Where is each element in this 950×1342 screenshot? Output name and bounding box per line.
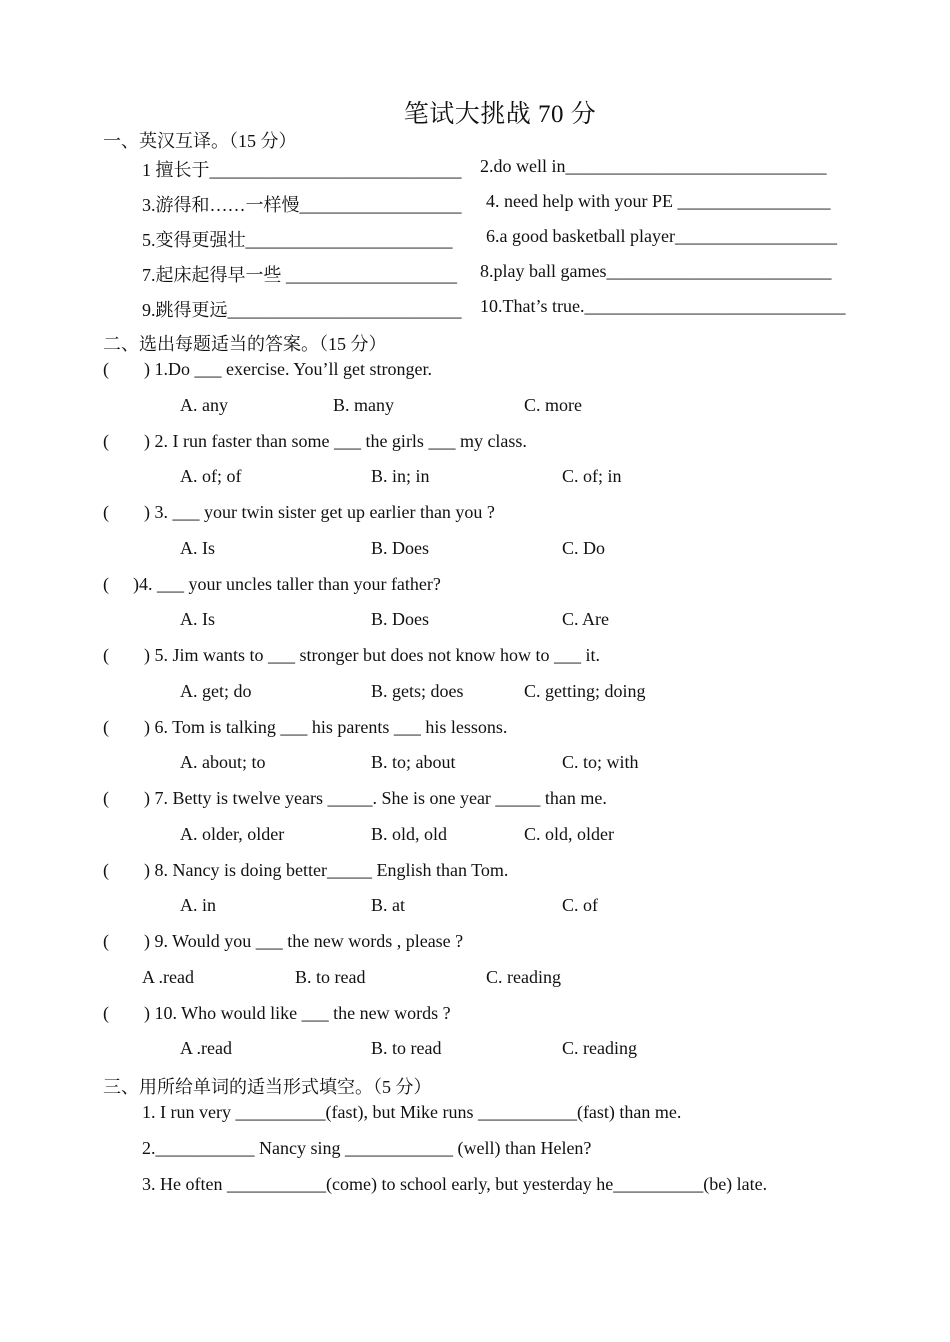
question-stem: 5. Jim wants to ___ stronger but does not know how to ___ it. bbox=[154, 645, 600, 665]
question-stem: 10. Who would like ___ the new words ? bbox=[154, 1003, 451, 1023]
option-c: C. reading bbox=[562, 1038, 637, 1058]
answer-paren-open: ( bbox=[103, 431, 109, 451]
translation-item-2: 2.do well in_____________________________ bbox=[480, 156, 827, 176]
answer-paren-open: ( bbox=[103, 860, 109, 880]
question-10 bbox=[103, 1003, 451, 1024]
question-4 bbox=[103, 574, 441, 595]
question-7 bbox=[103, 788, 607, 809]
option-a: A. of; of bbox=[180, 466, 242, 486]
answer-paren-open: ( bbox=[103, 931, 109, 951]
answer-paren-close: ) bbox=[144, 788, 150, 808]
option-c: C. old, older bbox=[524, 824, 614, 844]
fill-blank-item-1: 1. I run very __________(fast), but Mike runs ___________(fast) than me. bbox=[142, 1102, 682, 1122]
question-3 bbox=[103, 502, 495, 523]
page-title: 笔试大挑战 70 分 bbox=[403, 101, 597, 128]
option-a: A. get; do bbox=[180, 681, 252, 701]
answer-paren-close: ) bbox=[144, 359, 150, 379]
option-b: B. to read bbox=[371, 1038, 442, 1058]
answer-paren-close: ) bbox=[144, 431, 150, 451]
answer-paren-close: ) bbox=[144, 931, 150, 951]
option-a: A. any bbox=[180, 395, 228, 415]
fill-blank-item-2: 2.___________ Nancy sing ____________ (well) than Helen? bbox=[142, 1138, 592, 1158]
translation-item-8: 8.play ball games_________________________ bbox=[480, 261, 832, 281]
answer-paren-close: ) bbox=[144, 860, 150, 880]
answer-paren-open: ( bbox=[103, 788, 109, 808]
answer-paren-open: ( bbox=[103, 717, 109, 737]
translation-item-5: 5.变得更强壮_______________________ bbox=[142, 230, 453, 250]
question-stem: 4. ___ your uncles taller than your father? bbox=[139, 574, 441, 594]
option-c: C. Are bbox=[562, 609, 609, 629]
option-c: C. reading bbox=[486, 967, 561, 987]
option-c: C. of bbox=[562, 895, 598, 915]
question-5 bbox=[103, 645, 600, 666]
option-c: C. more bbox=[524, 395, 582, 415]
option-a: A. older, older bbox=[180, 824, 285, 844]
option-c: C. Do bbox=[562, 538, 606, 558]
question-stem: 8. Nancy is doing better_____ English than Tom. bbox=[154, 860, 509, 880]
answer-paren-open: ( bbox=[103, 645, 109, 665]
translation-item-7: 7.起床起得早一些 ___________________ bbox=[142, 265, 457, 285]
option-b: B. Does bbox=[371, 538, 429, 558]
option-c: C. to; with bbox=[562, 752, 639, 772]
answer-paren-open: ( bbox=[103, 1003, 109, 1023]
section-2-heading: 二、选出每题适当的答案。（15 分） bbox=[103, 334, 387, 354]
answer-paren-close: ) bbox=[144, 717, 150, 737]
option-b: B. in; in bbox=[371, 466, 430, 486]
question-stem: 6. Tom is talking ___ his parents ___ his lessons. bbox=[154, 717, 508, 737]
translation-item-1: 1 擅长于____________________________ bbox=[142, 160, 462, 180]
translation-item-3: 3.游得和……一样慢__________________ bbox=[142, 195, 462, 215]
question-stem: 2. I run faster than some ___ the girls ___ my class. bbox=[154, 431, 527, 451]
question-8 bbox=[103, 860, 508, 881]
question-2 bbox=[103, 431, 527, 452]
answer-paren-open: ( bbox=[103, 574, 109, 594]
translation-item-6: 6.a good basketball player__________________ bbox=[486, 226, 837, 246]
option-b: B. to; about bbox=[371, 752, 456, 772]
option-a: A. in bbox=[180, 895, 216, 915]
option-a: A. Is bbox=[180, 538, 215, 558]
option-a: A. about; to bbox=[180, 752, 266, 772]
translation-item-4: 4. need help with your PE _________________ bbox=[486, 191, 831, 211]
section-3-heading: 三、用所给单词的适当形式填空。（5 分） bbox=[103, 1077, 432, 1097]
answer-paren-close: ) bbox=[144, 645, 150, 665]
option-a: A .read bbox=[142, 967, 194, 987]
option-b: B. many bbox=[333, 395, 394, 415]
question-stem: 7. Betty is twelve years _____. She is one year _____ than me. bbox=[154, 788, 607, 808]
question-stem: 3. ___ your twin sister get up earlier than you ? bbox=[154, 502, 495, 522]
question-stem: 9. Would you ___ the new words , please ? bbox=[154, 931, 464, 951]
option-b: B. at bbox=[371, 895, 405, 915]
translation-item-9: 9.跳得更远__________________________ bbox=[142, 300, 462, 320]
question-1 bbox=[103, 359, 432, 380]
option-b: B. Does bbox=[371, 609, 429, 629]
answer-paren-close: ) bbox=[144, 502, 150, 522]
answer-paren-close: ) bbox=[133, 574, 139, 594]
translation-item-10: 10.That’s true._____________________________ bbox=[480, 296, 846, 316]
section-1-heading: 一、英汉互译。（15 分） bbox=[103, 131, 297, 151]
option-a: A .read bbox=[180, 1038, 232, 1058]
question-6 bbox=[103, 717, 507, 738]
answer-paren-close: ) bbox=[144, 1003, 150, 1023]
option-c: C. getting; doing bbox=[524, 681, 646, 701]
option-c: C. of; in bbox=[562, 466, 622, 486]
option-b: B. gets; does bbox=[371, 681, 464, 701]
option-b: B. old, old bbox=[371, 824, 448, 844]
answer-paren-open: ( bbox=[103, 359, 109, 379]
fill-blank-item-3: 3. He often ___________(come) to school early, but yesterday he__________(be) late. bbox=[142, 1174, 768, 1194]
option-a: A. Is bbox=[180, 609, 215, 629]
option-b: B. to read bbox=[295, 967, 366, 987]
answer-paren-open: ( bbox=[103, 502, 109, 522]
question-9 bbox=[103, 931, 463, 952]
question-stem: 1.Do ___ exercise. You’ll get stronger. bbox=[154, 359, 432, 379]
